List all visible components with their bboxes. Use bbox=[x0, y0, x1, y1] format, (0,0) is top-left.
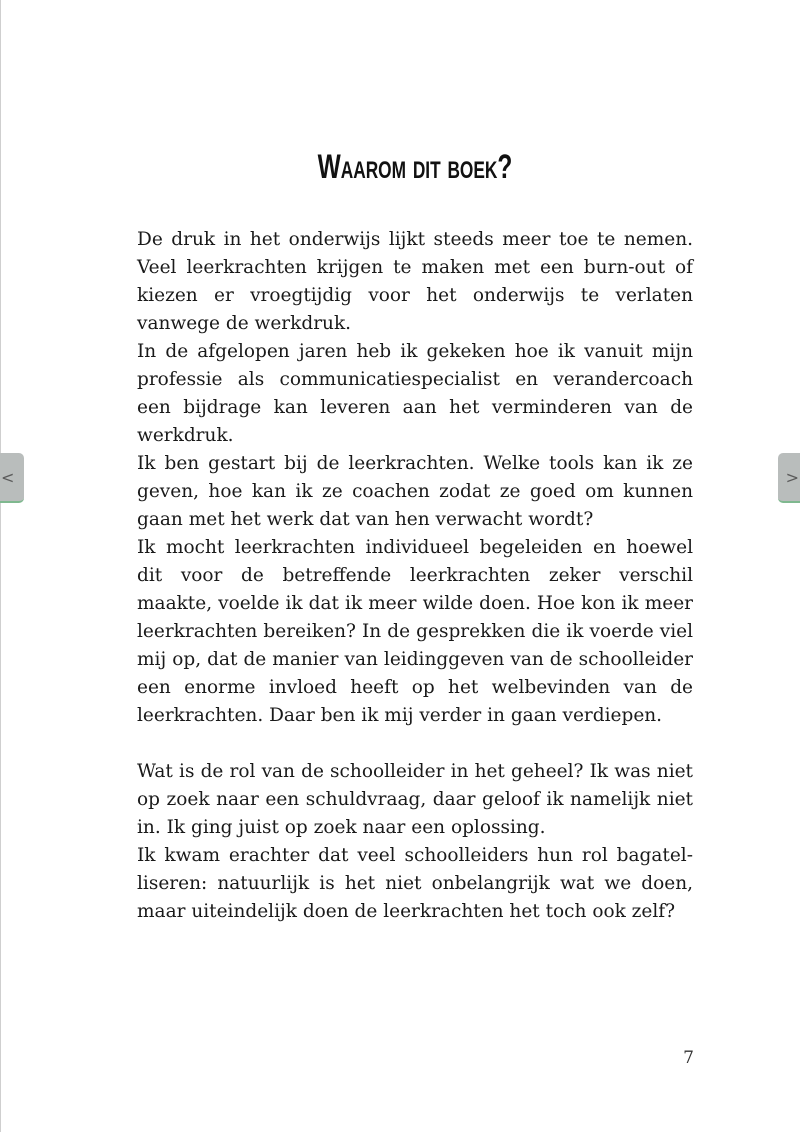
page-number: 7 bbox=[683, 1048, 694, 1068]
previous-page-button[interactable] bbox=[0, 453, 24, 503]
body-text bbox=[137, 226, 693, 926]
paragraph: Ik mocht leerkrachten individueel begeleiden en hoewel dit voor de betreffende leerkrachten zeker verschil maakte, voelde ik dat ik meer wilde doen. Hoe kon ik meer leerkrachten bereiken? In de gesprekken die ik voerde viel mij op, dat de manier van leidinggeven van de schoolleider een enorme invloed heeft op het welbevinden van de leerkrachten. Daar ben ik mij verder in gaan verdiepen. bbox=[137, 537, 693, 726]
paragraph-spacer bbox=[137, 730, 693, 758]
paragraph: Ik ben gestart bij de leerkrachten. Welke tools kan ik ze geven, hoe kan ik ze coachen zodat ze goed om kunnen gaan met het werk dat van hen verwacht wordt? bbox=[137, 453, 693, 530]
paragraph: Ik kwam erachter dat veel schoolleiders hun rol bagatelliseren: natuurlijk is het niet onbelangrijk wat we doen, maar uiteindelijk doen de leerkrachten het toch ook zelf? bbox=[137, 845, 693, 922]
chevron-left-icon: < bbox=[1, 468, 15, 487]
paragraph: In de afgelopen jaren heb ik gekeken hoe ik vanuit mijn professie als communicatiespecialist en verandercoach een bijdrage kan leveren aan het verminderen van de werkdruk. bbox=[137, 341, 693, 446]
paragraph: Wat is de rol van de schoolleider in het geheel? Ik was niet op zoek naar een schuldvraag, daar geloof ik namelijk niet in. Ik ging juist op zoek naar een oplossing. bbox=[137, 761, 693, 838]
paragraph: De druk in het onderwijs lijkt steeds meer toe te nemen. Veel leerkrachten krijgen te maken met een burn-out of kiezen er vroegtijdig voor het onderwijs te verlaten vanwege de werkdruk. bbox=[137, 229, 693, 334]
chapter-title: Waarom dit boek? bbox=[317, 148, 513, 186]
chevron-right-icon: > bbox=[785, 468, 799, 487]
next-page-button[interactable] bbox=[778, 453, 800, 503]
page-edge-divider bbox=[0, 0, 1, 1132]
